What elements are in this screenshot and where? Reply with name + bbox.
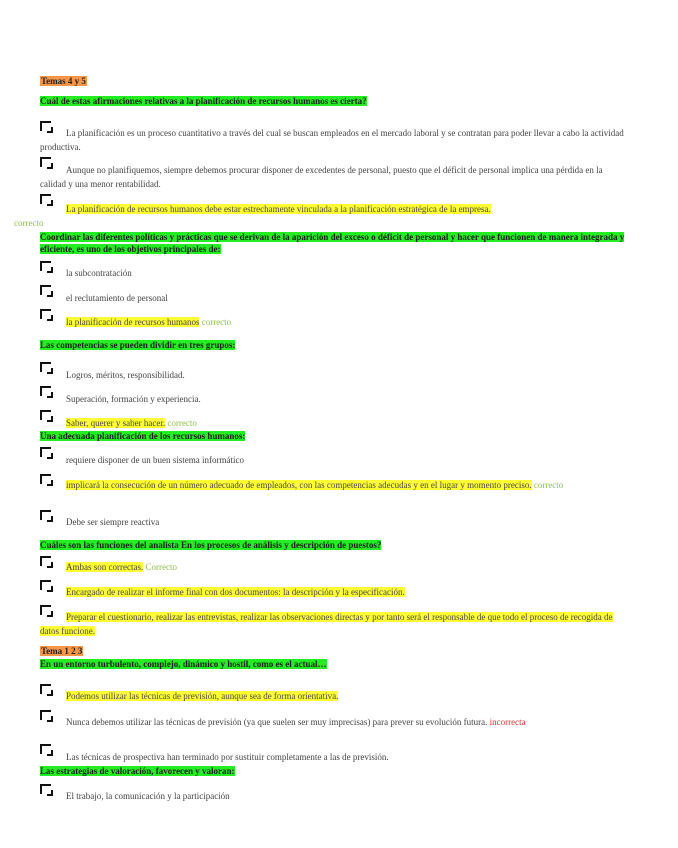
answer-option[interactable]: Logros, méritos, responsibilidad. [66,370,185,380]
answer-option[interactable]: Saber, querer y saber hacer. correcto [66,418,197,428]
answer-option[interactable]: Encargado de realizar el informe final con dos documentos: la descripción y la especificación. [66,587,405,597]
answer-option[interactable]: Las técnicas de prospectiva han terminado por sustituir completamente a las de previsión. [66,752,389,762]
answer-option[interactable]: Aunque no planifiquemos, siempre debemos procurar disponer de excedentes de personal, puesto que el déficit de personal implica una pérdida en la calidad y una menor rentabilidad. [40,165,603,189]
answer-option[interactable]: La planificación es un proceso cuantitativo a través del cual se buscan empleados en el mercado laboral y se contratan para poder llevar a cabo la actividad productiva. [40,128,624,152]
answer-option[interactable]: Podemos utilizar las técnicas de previsión, aunque sea de forma orientativa. [66,691,339,701]
answer-option[interactable]: la planificación de recursos humanos correcto [66,317,232,327]
answer-option[interactable]: el reclutamiento de personal [66,293,168,303]
answer-option[interactable]: la subcontratación [66,268,132,278]
answer-option[interactable]: Superación, formación y experiencia. [66,394,201,404]
question-2: Coordinar las diferentes políticas y prácticas que se derivan de la aparición del exceso o déficit de personal y hacer que funcionen de manera integrada y eficiente, es uno de los objetivos principales de: [40,232,625,254]
topic-header-1: Temas 4 y 5 [41,76,86,86]
topic-header-2: Tema 1 2 3 [41,646,83,656]
answer-option[interactable]: implicará la consecución de un número adecuado de empleados, con las competencias adecudas y en el lugar y momento preciso. correcto [66,480,564,490]
answer-option[interactable]: La planificación de recursos humanos debe estar estrechamente vinculada a la planificación estratégica de la empresa. correcto [14,204,491,228]
question-3: Las competencias se pueden dividir en tres grupos: [40,340,236,350]
question-5: Cuáles son las funciones del analista En los procesos de análisis y descripción de puestos? [40,540,382,550]
answer-option[interactable]: Ambas son correctas. Correcto [66,562,177,572]
answer-option[interactable]: Nunca debemos utilizar las técnicas de previsión (ya que suelen ser muy imprecisas) para prever su evolución futura. incorrecta [66,717,526,727]
question-6: En un entorno turbulento, complejo, dinámico y hostil, como es el actual… [40,659,327,669]
answer-option[interactable]: El trabajo, la comunicación y la participación [66,791,230,801]
question-4: Una adecuada planificación de los recursos humanos: [40,431,246,441]
answer-option[interactable]: Debe ser siempre reactiva [66,517,160,527]
question-1: Cuál de estas afirmaciones relativas a la planificación de recursos humanos es cierta? [40,96,367,106]
question-7: Las estrategias de valoración, favorecen y valoran: [40,766,235,776]
answer-option[interactable]: requiere disponer de un buen sistema informático [66,455,244,465]
answer-option[interactable]: Preparar el cuestionario, realizar las entrevistas, realizar las observaciones directas y por tanto será el responsable de que todo el proceso de recogida de datos funcione. [40,612,613,636]
